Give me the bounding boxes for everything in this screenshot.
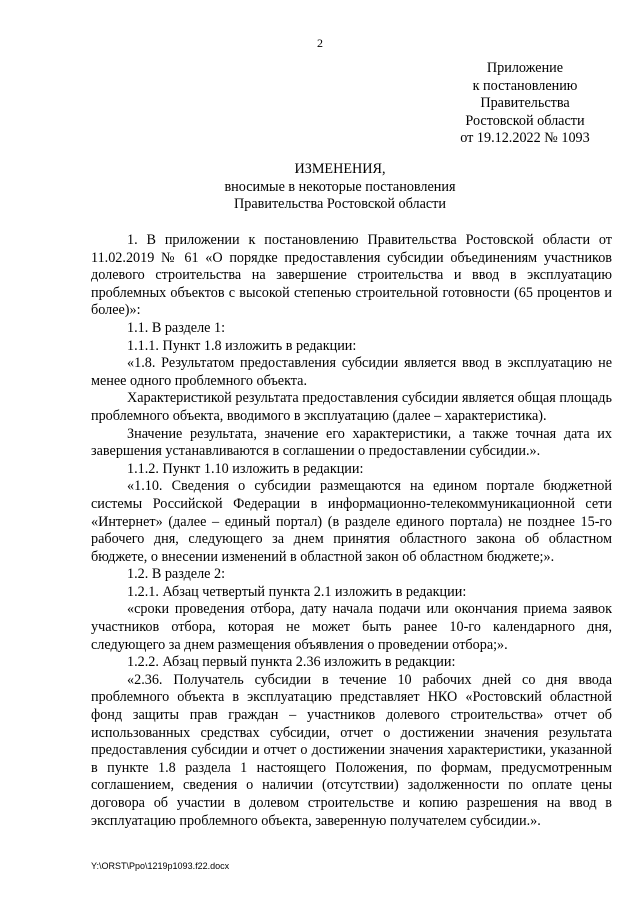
paragraph: «1.8. Результатом предоставления субсидии является ввод в эксплуатацию не менее одного проблемного объекта. (91, 355, 612, 389)
paragraph: 1.2.2. Абзац первый пункта 2.36 изложить в редакции: (127, 654, 456, 671)
paragraph: 1. В приложении к постановлению Правительства Ростовской области от 11.02.2019 № 61 «О порядке предоставления субсидии объединениям участников долевого строительства на завершение строительства и ввод в эксплуатацию проблемных объектов с высокой степенью строительной готовности (65 процентов и более)»: (91, 232, 612, 319)
title-heading: ИЗМЕНЕНИЯ, (294, 161, 386, 177)
appendix-line: Правительства (480, 95, 570, 111)
document-title (0, 161, 640, 214)
paragraph: «1.10. Сведения о субсидии размещаются на едином портале бюджетной системы Российской Федерации в информационно-телекоммуникационной сети «Интернет» (далее – единый портал) (в разделе единого портала) не позднее 15-го рабочего дня, следующего за днем принятия областного закона об областном бюджете, о внесении изменений в областной закон об областном бюджете;». (91, 478, 612, 565)
footer-file-path: Y:\ORST\Ppo\1219p1093.f22.docx (91, 861, 230, 871)
appendix-line: к постановлению (472, 77, 578, 94)
paragraph: 1.2.1. Абзац четвертый пункта 2.1 изложить в редакции: (127, 583, 467, 600)
paragraph: 1.1.1. Пункт 1.8 изложить в редакции: (127, 337, 357, 354)
paragraph: 1.2. В разделе 2: (127, 566, 226, 583)
document-body (91, 232, 612, 830)
paragraph: «2.36. Получатель субсидии в течение 10 рабочих дней со дня ввода проблемного объекта в эксплуатацию представляет НКО «Ростовский областной фонд защиты прав граждан – участников долевого строительства» отчет об использованных средствах субсидии, отчет о достижении значения результата предоставления субсидии и отчет о достижении значения характеристики, указанной в пункте 1.8 раздела 1 настоящего Положения, по формам, предусмотренным соглашением, сведения о наличии (отсутствии) задолженности по оплате цены договора об участии в долевом строительстве и копию разрешения на ввод в эксплуатацию проблемного объекта, заверенную получателем субсидии.». (91, 671, 612, 829)
appendix-line: Ростовской области (465, 112, 585, 129)
paragraph: Характеристикой результата предоставления субсидии является общая площадь проблемного объекта, вводимого в эксплуатацию (далее – характеристика). (91, 390, 612, 424)
title-line: Правительства Ростовской области (234, 196, 446, 212)
page-number: 2 (317, 36, 323, 50)
appendix-line: Приложение (486, 60, 564, 76)
paragraph: 1.1.2. Пункт 1.10 изложить в редакции: (127, 460, 364, 477)
appendix-block (430, 60, 620, 148)
paragraph: Значение результата, значение его характеристики, а также точная дата их завершения устанавливаются в соглашении о предоставлении субсидии.». (91, 425, 612, 460)
paragraph: 1.1. В разделе 1: (127, 319, 226, 336)
title-line: вносимые в некоторые постановления (224, 178, 456, 195)
appendix-line: от 19.12.2022 № 1093 (460, 130, 590, 146)
paragraph: «сроки проведения отбора, дату начала подачи или окончания приема заявок участников отбора, которая не может быть ранее 10-го календарного дня, следующего за днем размещения объявления о проведении отбора;». (91, 601, 612, 653)
